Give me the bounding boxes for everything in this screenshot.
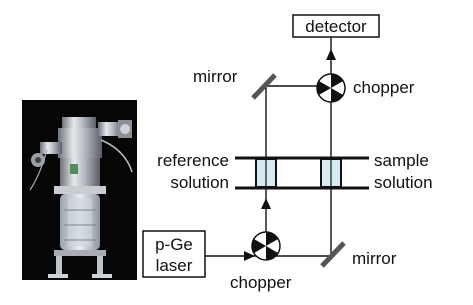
laser-label-line2: laser — [155, 256, 193, 275]
sample-label-line1: sample — [374, 151, 429, 170]
apparatus-photo — [22, 100, 137, 280]
chopper-bottom-icon — [252, 232, 280, 260]
reference-label-line1: reference — [157, 151, 229, 170]
chopper-bottom-label: chopper — [230, 273, 292, 292]
mirror-bottom-icon — [322, 243, 344, 266]
mirror-bottom-label: mirror — [352, 249, 397, 268]
sample-label-line2: solution — [374, 173, 433, 192]
laser-label-line1: p-Ge — [155, 235, 193, 254]
chopper-top-icon — [317, 74, 345, 102]
arrow-up-reference — [261, 198, 271, 209]
mirror-top-label: mirror — [193, 67, 238, 86]
arrow-up-detector — [326, 49, 336, 60]
chopper-top-label: chopper — [353, 78, 415, 97]
detector-label: detector — [305, 17, 367, 36]
reference-label-line2: solution — [170, 173, 229, 192]
